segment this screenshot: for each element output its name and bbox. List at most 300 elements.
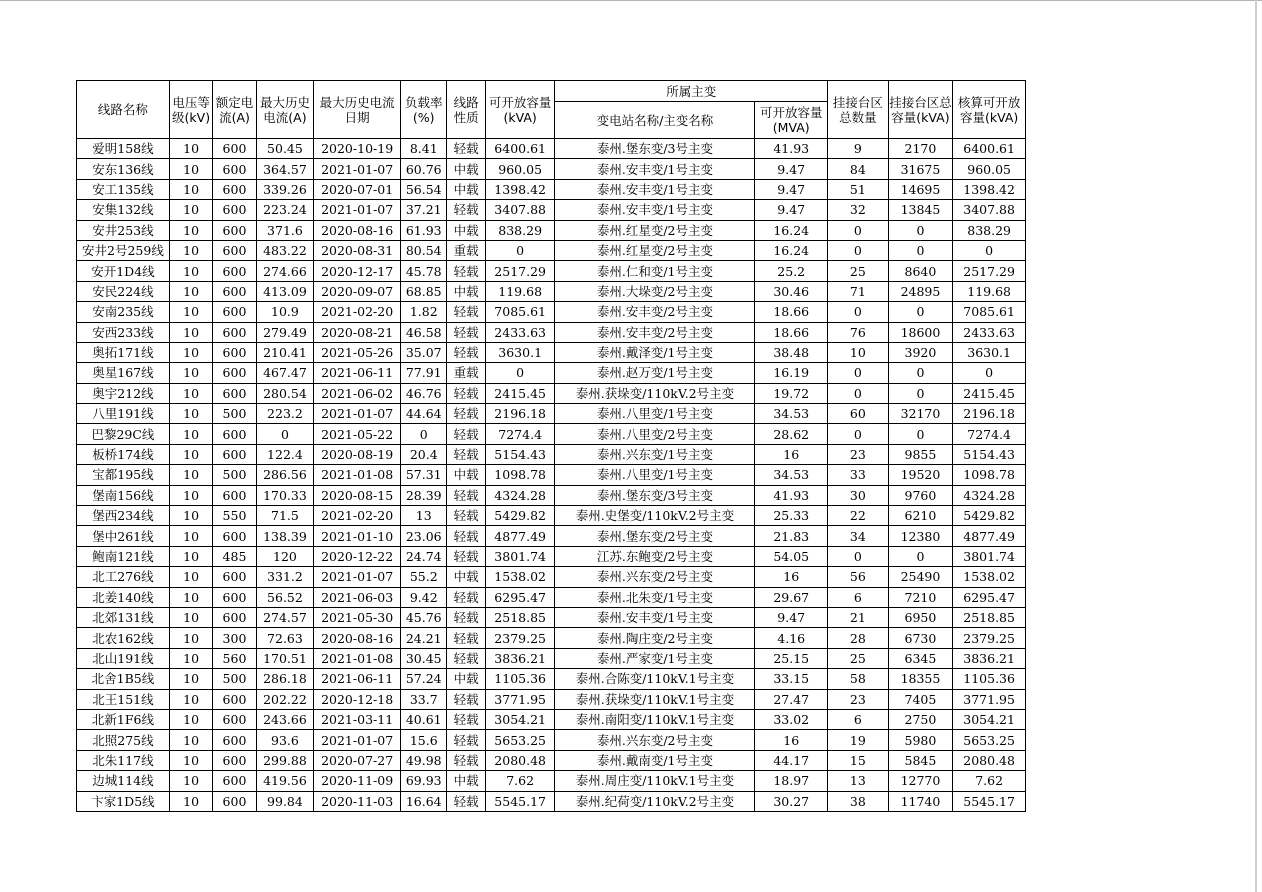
cell-max-date: 2021-01-07	[314, 730, 401, 750]
cell-open-capacity: 5429.82	[485, 506, 555, 526]
cell-area-capacity: 31675	[888, 159, 953, 179]
cell-load-rate: 57.24	[401, 669, 447, 689]
cell-station-capacity: 4.16	[755, 628, 828, 648]
cell-rated-current: 600	[213, 485, 256, 505]
cell-max-current: 202.22	[256, 689, 314, 709]
cell-station-name: 泰州.南阳变/110kV.1号主变	[555, 709, 755, 729]
cell-max-date: 2021-01-07	[314, 404, 401, 424]
cell-voltage: 10	[169, 730, 212, 750]
cell-load-rate: 9.42	[401, 587, 447, 607]
table-row	[77, 404, 1026, 424]
cell-station-name: 泰州.周庄变/110kV.1号主变	[555, 771, 755, 791]
cell-station-capacity: 34.53	[755, 404, 828, 424]
cell-max-current: 274.57	[256, 607, 314, 627]
cell-area-count: 6	[828, 709, 889, 729]
cell-max-date: 2021-01-07	[314, 159, 401, 179]
cell-line-name: 安集132线	[77, 200, 170, 220]
cell-area-capacity: 8640	[888, 261, 953, 281]
cell-area-capacity: 2170	[888, 139, 953, 159]
cell-station-name: 泰州.安丰变/2号主变	[555, 302, 755, 322]
cell-open-capacity: 1098.78	[485, 465, 555, 485]
cell-rated-current: 600	[213, 383, 256, 403]
cell-max-current: 331.2	[256, 567, 314, 587]
cell-open-capacity: 838.29	[485, 220, 555, 240]
cell-station-name: 泰州.赵万变/1号主变	[555, 363, 755, 383]
cell-voltage: 10	[169, 342, 212, 362]
cell-area-count: 71	[828, 281, 889, 301]
cell-calc-capacity: 2517.29	[953, 261, 1026, 281]
cell-rated-current: 600	[213, 159, 256, 179]
cell-station-name: 泰州.堡东变/2号主变	[555, 526, 755, 546]
cell-station-capacity: 33.15	[755, 669, 828, 689]
cell-open-capacity: 5545.17	[485, 791, 555, 811]
cell-area-count: 0	[828, 302, 889, 322]
header-load-rate: 负载率(%)	[401, 81, 447, 139]
cell-area-capacity: 7405	[888, 689, 953, 709]
cell-voltage: 10	[169, 139, 212, 159]
cell-voltage: 10	[169, 506, 212, 526]
cell-max-current: 339.26	[256, 179, 314, 199]
cell-station-capacity: 41.93	[755, 139, 828, 159]
cell-load-rate: 24.74	[401, 546, 447, 566]
cell-area-count: 32	[828, 200, 889, 220]
cell-area-count: 0	[828, 383, 889, 403]
cell-station-capacity: 16	[755, 444, 828, 464]
cell-load-rate: 45.78	[401, 261, 447, 281]
cell-open-capacity: 0	[485, 240, 555, 260]
cell-max-date: 2021-01-07	[314, 567, 401, 587]
cell-max-date: 2021-06-03	[314, 587, 401, 607]
cell-station-capacity: 41.93	[755, 485, 828, 505]
cell-line-name: 巴黎29C线	[77, 424, 170, 444]
cell-nature: 中载	[447, 220, 485, 240]
cell-max-current: 419.56	[256, 771, 314, 791]
cell-area-capacity: 0	[888, 424, 953, 444]
cell-nature: 轻载	[447, 342, 485, 362]
cell-rated-current: 600	[213, 607, 256, 627]
cell-max-current: 243.66	[256, 709, 314, 729]
cell-station-capacity: 9.47	[755, 200, 828, 220]
cell-voltage: 10	[169, 404, 212, 424]
cell-load-rate: 56.54	[401, 179, 447, 199]
cell-calc-capacity: 3630.1	[953, 342, 1026, 362]
cell-calc-capacity: 3054.21	[953, 709, 1026, 729]
table-row	[77, 200, 1026, 220]
cell-rated-current: 600	[213, 261, 256, 281]
cell-load-rate: 35.07	[401, 342, 447, 362]
cell-station-name: 泰州.兴东变/1号主变	[555, 444, 755, 464]
cell-load-rate: 49.98	[401, 750, 447, 770]
cell-station-name: 泰州.合陈变/110kV.1号主变	[555, 669, 755, 689]
cell-station-capacity: 25.2	[755, 261, 828, 281]
cell-max-date: 2021-05-30	[314, 607, 401, 627]
cell-area-count: 23	[828, 444, 889, 464]
cell-load-rate: 20.4	[401, 444, 447, 464]
cell-nature: 轻载	[447, 689, 485, 709]
cell-load-rate: 40.61	[401, 709, 447, 729]
table-row	[77, 179, 1026, 199]
cell-nature: 轻载	[447, 648, 485, 668]
cell-load-rate: 37.21	[401, 200, 447, 220]
cell-area-count: 51	[828, 179, 889, 199]
cell-line-name: 爱明158线	[77, 139, 170, 159]
cell-line-name: 堡南156线	[77, 485, 170, 505]
cell-load-rate: 80.54	[401, 240, 447, 260]
cell-area-capacity: 5845	[888, 750, 953, 770]
cell-rated-current: 600	[213, 281, 256, 301]
cell-station-capacity: 27.47	[755, 689, 828, 709]
cell-rated-current: 600	[213, 179, 256, 199]
header-max-current: 最大历史电流(A)	[256, 81, 314, 139]
cell-station-capacity: 19.72	[755, 383, 828, 403]
cell-area-count: 6	[828, 587, 889, 607]
table-row	[77, 546, 1026, 566]
cell-max-current: 280.54	[256, 383, 314, 403]
cell-load-rate: 13	[401, 506, 447, 526]
cell-max-current: 99.84	[256, 791, 314, 811]
cell-voltage: 10	[169, 648, 212, 668]
cell-rated-current: 600	[213, 587, 256, 607]
header-max-date: 最大历史电流日期	[314, 81, 401, 139]
cell-max-current: 467.47	[256, 363, 314, 383]
cell-nature: 轻载	[447, 607, 485, 627]
cell-station-name: 泰州.北朱变/1号主变	[555, 587, 755, 607]
cell-voltage: 10	[169, 220, 212, 240]
cell-area-count: 30	[828, 485, 889, 505]
cell-calc-capacity: 3801.74	[953, 546, 1026, 566]
cell-max-current: 50.45	[256, 139, 314, 159]
cell-nature: 轻载	[447, 444, 485, 464]
table-header	[77, 81, 1026, 139]
cell-area-count: 22	[828, 506, 889, 526]
cell-nature: 轻载	[447, 506, 485, 526]
cell-area-capacity: 13845	[888, 200, 953, 220]
cell-area-count: 15	[828, 750, 889, 770]
cell-calc-capacity: 7274.4	[953, 424, 1026, 444]
cell-area-count: 23	[828, 689, 889, 709]
cell-line-name: 安南235线	[77, 302, 170, 322]
cell-nature: 中载	[447, 281, 485, 301]
cell-rated-current: 600	[213, 200, 256, 220]
table-row	[77, 730, 1026, 750]
cell-open-capacity: 3630.1	[485, 342, 555, 362]
cell-voltage: 10	[169, 383, 212, 403]
cell-line-name: 堡中261线	[77, 526, 170, 546]
cell-station-capacity: 18.97	[755, 771, 828, 791]
cell-voltage: 10	[169, 567, 212, 587]
cell-open-capacity: 4877.49	[485, 526, 555, 546]
cell-max-current: 10.9	[256, 302, 314, 322]
cell-voltage: 10	[169, 465, 212, 485]
cell-voltage: 10	[169, 200, 212, 220]
cell-open-capacity: 5154.43	[485, 444, 555, 464]
cell-area-capacity: 12380	[888, 526, 953, 546]
cell-voltage: 10	[169, 689, 212, 709]
cell-rated-current: 500	[213, 404, 256, 424]
cell-area-count: 28	[828, 628, 889, 648]
cell-open-capacity: 3836.21	[485, 648, 555, 668]
cell-line-name: 北王151线	[77, 689, 170, 709]
cell-line-name: 安开1D4线	[77, 261, 170, 281]
cell-area-capacity: 0	[888, 240, 953, 260]
cell-area-count: 84	[828, 159, 889, 179]
cell-open-capacity: 2517.29	[485, 261, 555, 281]
cell-nature: 轻载	[447, 730, 485, 750]
cell-max-current: 286.18	[256, 669, 314, 689]
cell-calc-capacity: 2379.25	[953, 628, 1026, 648]
cell-area-count: 0	[828, 546, 889, 566]
cell-calc-capacity: 5653.25	[953, 730, 1026, 750]
cell-area-capacity: 18600	[888, 322, 953, 342]
cell-calc-capacity: 3836.21	[953, 648, 1026, 668]
cell-area-count: 0	[828, 424, 889, 444]
cell-nature: 轻载	[447, 628, 485, 648]
cell-voltage: 10	[169, 159, 212, 179]
cell-calc-capacity: 6400.61	[953, 139, 1026, 159]
cell-open-capacity: 3801.74	[485, 546, 555, 566]
header-calc-capacity: 核算可开放容量(kVA)	[953, 81, 1026, 139]
table-row	[77, 261, 1026, 281]
cell-area-capacity: 9855	[888, 444, 953, 464]
cell-calc-capacity: 960.05	[953, 159, 1026, 179]
cell-area-count: 13	[828, 771, 889, 791]
cell-open-capacity: 960.05	[485, 159, 555, 179]
table-row	[77, 750, 1026, 770]
header-station-capacity: 可开放容量(MVA)	[755, 102, 828, 139]
cell-station-name: 泰州.史堡变/110kV.2号主变	[555, 506, 755, 526]
cell-station-capacity: 18.66	[755, 302, 828, 322]
cell-area-count: 58	[828, 669, 889, 689]
cell-voltage: 10	[169, 607, 212, 627]
cell-rated-current: 600	[213, 363, 256, 383]
table-row	[77, 302, 1026, 322]
cell-max-date: 2021-05-22	[314, 424, 401, 444]
cell-station-name: 泰州.戴南变/1号主变	[555, 750, 755, 770]
cell-calc-capacity: 5545.17	[953, 791, 1026, 811]
cell-voltage: 10	[169, 709, 212, 729]
cell-rated-current: 600	[213, 771, 256, 791]
cell-area-capacity: 0	[888, 220, 953, 240]
cell-area-count: 25	[828, 261, 889, 281]
cell-max-current: 122.4	[256, 444, 314, 464]
cell-station-name: 泰州.安丰变/1号主变	[555, 607, 755, 627]
cell-nature: 轻载	[447, 424, 485, 444]
cell-line-name: 北舍1B5线	[77, 669, 170, 689]
cell-rated-current: 560	[213, 648, 256, 668]
cell-station-capacity: 18.66	[755, 322, 828, 342]
cell-rated-current: 550	[213, 506, 256, 526]
cell-load-rate: 68.85	[401, 281, 447, 301]
cell-open-capacity: 2196.18	[485, 404, 555, 424]
cell-line-name: 北农162线	[77, 628, 170, 648]
cell-station-name: 泰州.安丰变/1号主变	[555, 159, 755, 179]
cell-station-capacity: 28.62	[755, 424, 828, 444]
cell-station-name: 泰州.陶庄变/2号主变	[555, 628, 755, 648]
cell-nature: 重载	[447, 240, 485, 260]
cell-station-name: 泰州.红星变/2号主变	[555, 240, 755, 260]
header-nature: 线路性质	[447, 81, 485, 139]
cell-load-rate: 8.41	[401, 139, 447, 159]
cell-open-capacity: 3054.21	[485, 709, 555, 729]
cell-open-capacity: 3771.95	[485, 689, 555, 709]
header-station-name: 变电站名称/主变名称	[555, 102, 755, 139]
cell-load-rate: 46.76	[401, 383, 447, 403]
cell-nature: 中载	[447, 465, 485, 485]
cell-line-name: 板桥174线	[77, 444, 170, 464]
cell-max-current: 371.6	[256, 220, 314, 240]
table-row	[77, 485, 1026, 505]
cell-station-name: 泰州.安丰变/2号主变	[555, 322, 755, 342]
cell-station-capacity: 9.47	[755, 607, 828, 627]
cell-rated-current: 600	[213, 322, 256, 342]
table-row	[77, 322, 1026, 342]
cell-max-date: 2020-07-01	[314, 179, 401, 199]
cell-station-capacity: 16.24	[755, 220, 828, 240]
cell-station-capacity: 25.33	[755, 506, 828, 526]
cell-voltage: 10	[169, 485, 212, 505]
cell-line-name: 安井2号259线	[77, 240, 170, 260]
cell-open-capacity: 5653.25	[485, 730, 555, 750]
cell-nature: 轻载	[447, 139, 485, 159]
cell-max-current: 120	[256, 546, 314, 566]
cell-max-current: 170.33	[256, 485, 314, 505]
cell-max-date: 2020-10-19	[314, 139, 401, 159]
cell-load-rate: 45.76	[401, 607, 447, 627]
cell-voltage: 10	[169, 322, 212, 342]
cell-max-date: 2021-02-20	[314, 302, 401, 322]
table-row	[77, 159, 1026, 179]
cell-nature: 中载	[447, 159, 485, 179]
cell-calc-capacity: 1098.78	[953, 465, 1026, 485]
cell-max-date: 2021-01-07	[314, 200, 401, 220]
cell-area-capacity: 0	[888, 302, 953, 322]
cell-area-capacity: 9760	[888, 485, 953, 505]
cell-open-capacity: 2080.48	[485, 750, 555, 770]
cell-open-capacity: 1398.42	[485, 179, 555, 199]
cell-nature: 轻载	[447, 200, 485, 220]
table-row	[77, 383, 1026, 403]
cell-calc-capacity: 0	[953, 240, 1026, 260]
cell-area-capacity: 12770	[888, 771, 953, 791]
cell-load-rate: 60.76	[401, 159, 447, 179]
cell-max-date: 2021-06-11	[314, 669, 401, 689]
cell-area-capacity: 6345	[888, 648, 953, 668]
cell-nature: 轻载	[447, 546, 485, 566]
cell-load-rate: 0	[401, 424, 447, 444]
table-row	[77, 648, 1026, 668]
cell-open-capacity: 2518.85	[485, 607, 555, 627]
cell-nature: 中载	[447, 771, 485, 791]
cell-area-count: 0	[828, 240, 889, 260]
cell-open-capacity: 7085.61	[485, 302, 555, 322]
cell-station-name: 泰州.严家变/1号主变	[555, 648, 755, 668]
cell-open-capacity: 4324.28	[485, 485, 555, 505]
cell-max-current: 286.56	[256, 465, 314, 485]
cell-line-name: 北照275线	[77, 730, 170, 750]
cell-voltage: 10	[169, 771, 212, 791]
cell-open-capacity: 0	[485, 363, 555, 383]
cell-station-capacity: 16	[755, 730, 828, 750]
cell-line-name: 安工135线	[77, 179, 170, 199]
cell-rated-current: 600	[213, 689, 256, 709]
cell-area-capacity: 0	[888, 546, 953, 566]
cell-max-date: 2020-08-19	[314, 444, 401, 464]
cell-load-rate: 55.2	[401, 567, 447, 587]
cell-max-date: 2021-02-20	[314, 506, 401, 526]
cell-max-current: 299.88	[256, 750, 314, 770]
header-rated-current: 额定电流(A)	[213, 81, 256, 139]
cell-rated-current: 500	[213, 465, 256, 485]
cell-max-date: 2020-08-31	[314, 240, 401, 260]
cell-max-current: 279.49	[256, 322, 314, 342]
cell-area-count: 21	[828, 607, 889, 627]
cell-max-current: 223.2	[256, 404, 314, 424]
cell-load-rate: 77.91	[401, 363, 447, 383]
cell-area-count: 9	[828, 139, 889, 159]
cell-max-current: 56.52	[256, 587, 314, 607]
cell-load-rate: 1.82	[401, 302, 447, 322]
cell-line-name: 鲍南121线	[77, 546, 170, 566]
cell-nature: 轻载	[447, 485, 485, 505]
cell-station-capacity: 21.83	[755, 526, 828, 546]
cell-station-capacity: 33.02	[755, 709, 828, 729]
cell-line-name: 边城114线	[77, 771, 170, 791]
cell-area-count: 76	[828, 322, 889, 342]
cell-rated-current: 485	[213, 546, 256, 566]
cell-station-capacity: 9.47	[755, 179, 828, 199]
cell-area-capacity: 0	[888, 383, 953, 403]
cell-calc-capacity: 1398.42	[953, 179, 1026, 199]
cell-area-count: 25	[828, 648, 889, 668]
cell-max-date: 2020-12-17	[314, 261, 401, 281]
cell-max-date: 2020-09-07	[314, 281, 401, 301]
cell-nature: 轻载	[447, 526, 485, 546]
cell-line-name: 安西233线	[77, 322, 170, 342]
cell-max-current: 170.51	[256, 648, 314, 668]
cell-max-date: 2020-12-18	[314, 689, 401, 709]
cell-calc-capacity: 4324.28	[953, 485, 1026, 505]
cell-area-capacity: 6210	[888, 506, 953, 526]
cell-open-capacity: 1105.36	[485, 669, 555, 689]
table-row	[77, 506, 1026, 526]
table-row	[77, 281, 1026, 301]
cell-calc-capacity: 3771.95	[953, 689, 1026, 709]
cell-voltage: 10	[169, 240, 212, 260]
cell-station-name: 泰州.八里变/1号主变	[555, 465, 755, 485]
cell-area-capacity: 24895	[888, 281, 953, 301]
cell-voltage: 10	[169, 669, 212, 689]
cell-area-capacity: 14695	[888, 179, 953, 199]
cell-line-name: 北工276线	[77, 567, 170, 587]
cell-area-capacity: 19520	[888, 465, 953, 485]
cell-rated-current: 600	[213, 567, 256, 587]
cell-area-capacity: 32170	[888, 404, 953, 424]
cell-voltage: 10	[169, 444, 212, 464]
cell-station-name: 泰州.安丰变/1号主变	[555, 179, 755, 199]
cell-area-capacity: 5980	[888, 730, 953, 750]
cell-max-current: 72.63	[256, 628, 314, 648]
cell-nature: 中载	[447, 669, 485, 689]
table-row	[77, 689, 1026, 709]
cell-line-name: 北朱117线	[77, 750, 170, 770]
cell-station-name: 泰州.仁和变/1号主变	[555, 261, 755, 281]
cell-max-current: 413.09	[256, 281, 314, 301]
cell-load-rate: 23.06	[401, 526, 447, 546]
cell-max-date: 2021-05-26	[314, 342, 401, 362]
table-row	[77, 342, 1026, 362]
cell-calc-capacity: 5154.43	[953, 444, 1026, 464]
cell-line-name: 宝都195线	[77, 465, 170, 485]
